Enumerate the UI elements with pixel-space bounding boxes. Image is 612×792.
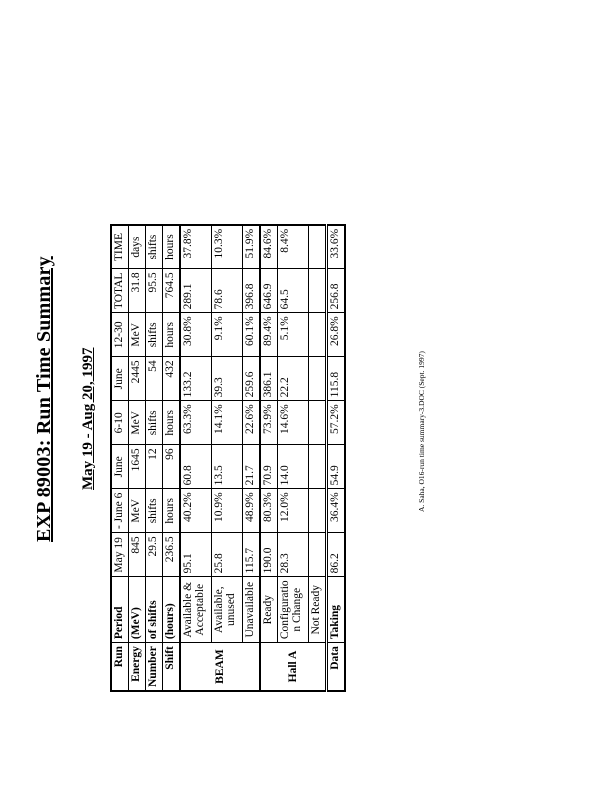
available-unused-row xyxy=(212,225,243,691)
header-cell: 12-30 xyxy=(111,313,129,357)
value-cell: 95.1 xyxy=(180,533,212,577)
value-cell: 54.9 xyxy=(327,445,346,489)
date-range-subtitle: May 19 - Aug 20, 1997 xyxy=(80,347,96,490)
data-taking-label-left: Data xyxy=(327,643,346,691)
header-cell: MeV xyxy=(129,313,146,357)
configuration-change-row xyxy=(278,225,309,691)
value-cell xyxy=(309,357,327,401)
value-cell: 14.1% xyxy=(212,401,243,445)
value-cell: 39.3 xyxy=(212,357,243,401)
header-cell: 95.5 xyxy=(146,269,163,313)
unavailable-row xyxy=(243,225,261,691)
header-cell: 31.8 xyxy=(129,269,146,313)
value-cell: 64.5 xyxy=(278,269,309,313)
value-cell: 21.7 xyxy=(243,445,261,489)
header-cell: 845 xyxy=(129,533,146,577)
value-cell: 14.0 xyxy=(278,445,309,489)
value-cell: 37.8% xyxy=(180,225,212,269)
value-cell: 256.8 xyxy=(327,269,346,313)
value-cell xyxy=(309,269,327,313)
header-cell: hours xyxy=(163,489,181,533)
value-cell: 115.7 xyxy=(243,533,261,577)
row-label: Run xyxy=(111,643,129,691)
header-cell: 236.5 xyxy=(163,533,181,577)
value-cell xyxy=(309,489,327,533)
run-period-row xyxy=(111,225,129,691)
data-taking-row xyxy=(327,225,346,691)
value-cell: 57.2% xyxy=(327,401,346,445)
available-acceptable-row xyxy=(180,225,212,691)
row-label: (MeV) xyxy=(129,577,146,643)
row-label: Ready xyxy=(260,577,278,643)
run-time-summary-table xyxy=(110,224,346,692)
header-cell: 12 xyxy=(146,445,163,489)
header-cell: 29.5 xyxy=(146,533,163,577)
header-cell: 2445 xyxy=(129,357,146,401)
row-label: Available, unused xyxy=(212,577,243,643)
value-cell: 84.6% xyxy=(260,225,278,269)
row-label: (hours) xyxy=(163,577,181,643)
value-cell xyxy=(309,225,327,269)
value-cell: 86.2 xyxy=(327,533,346,577)
value-cell xyxy=(309,533,327,577)
value-cell: 396.8 xyxy=(243,269,261,313)
value-cell: 63.3% xyxy=(180,401,212,445)
header-cell: shifts xyxy=(146,401,163,445)
hours-row xyxy=(163,225,181,691)
header-cell: 96 xyxy=(163,445,181,489)
row-label: Not Ready xyxy=(309,577,327,643)
value-cell: 10.3% xyxy=(212,225,243,269)
header-cell: 1645 xyxy=(129,445,146,489)
header-cell: shifts xyxy=(146,489,163,533)
header-cell: TOTAL xyxy=(111,269,129,313)
header-cell: MeV xyxy=(129,489,146,533)
header-cell: hours xyxy=(163,401,181,445)
value-cell: 8.4% xyxy=(278,225,309,269)
row-label: Unavailable xyxy=(243,577,261,643)
row-label: Number xyxy=(146,643,163,691)
value-cell: 40.2% xyxy=(180,489,212,533)
value-cell: 73.9% xyxy=(260,401,278,445)
ready-row xyxy=(260,225,278,691)
value-cell: 26.8% xyxy=(327,313,346,357)
not-ready-row xyxy=(309,225,327,691)
value-cell: 10.9% xyxy=(212,489,243,533)
value-cell: 259.6 xyxy=(243,357,261,401)
header-cell: 764.5 xyxy=(163,269,181,313)
value-cell xyxy=(309,445,327,489)
value-cell: 133.2 xyxy=(180,357,212,401)
header-cell: hours xyxy=(163,313,181,357)
value-cell: 386.1 xyxy=(260,357,278,401)
value-cell: 14.6% xyxy=(278,401,309,445)
beam-group-label: BEAM xyxy=(180,643,260,691)
header-cell: days xyxy=(129,225,146,269)
value-cell: 60.8 xyxy=(180,445,212,489)
value-cell: 22.6% xyxy=(243,401,261,445)
value-cell: 646.9 xyxy=(260,269,278,313)
value-cell: 33.6% xyxy=(327,225,346,269)
header-cell: shifts xyxy=(146,225,163,269)
value-cell: 28.3 xyxy=(278,533,309,577)
header-cell: June xyxy=(111,357,129,401)
value-cell: 115.8 xyxy=(327,357,346,401)
value-cell xyxy=(309,313,327,357)
header-cell: 54 xyxy=(146,357,163,401)
header-cell: June xyxy=(111,445,129,489)
value-cell: 13.5 xyxy=(212,445,243,489)
row-label: Configuratio n Change xyxy=(278,577,309,643)
header-cell: 6-10 xyxy=(111,401,129,445)
row-label: Available & Acceptable xyxy=(180,577,212,643)
document-footer: A. Saha, O16-run time summary-3.DOC (Sept. 1997) xyxy=(417,351,426,512)
energy-row xyxy=(129,225,146,691)
row-label: Shift xyxy=(163,643,181,691)
header-cell: hours xyxy=(163,225,181,269)
value-cell: 51.9% xyxy=(243,225,261,269)
value-cell: 190.0 xyxy=(260,533,278,577)
value-cell: 12.0% xyxy=(278,489,309,533)
value-cell: 36.4% xyxy=(327,489,346,533)
header-cell: TIME xyxy=(111,225,129,269)
value-cell: 60.1% xyxy=(243,313,261,357)
value-cell: 89.4% xyxy=(260,313,278,357)
value-cell: 25.8 xyxy=(212,533,243,577)
value-cell: 78.6 xyxy=(212,269,243,313)
shifts-row xyxy=(146,225,163,691)
row-label: Taking xyxy=(327,577,346,643)
value-cell: 30.8% xyxy=(180,313,212,357)
value-cell: 70.9 xyxy=(260,445,278,489)
header-cell: 432 xyxy=(163,357,181,401)
document-title: EXP 89003: Run Time Summary xyxy=(33,256,55,542)
header-cell: shifts xyxy=(146,313,163,357)
value-cell: 9.1% xyxy=(212,313,243,357)
value-cell xyxy=(309,401,327,445)
row-label: Energy xyxy=(129,643,146,691)
header-cell: MeV xyxy=(129,401,146,445)
value-cell: 80.3% xyxy=(260,489,278,533)
value-cell: 22.2 xyxy=(278,357,309,401)
row-label: of shifts xyxy=(146,577,163,643)
value-cell: 5.1% xyxy=(278,313,309,357)
header-cell: - June 6 xyxy=(111,489,129,533)
row-label: Period xyxy=(111,577,129,643)
hall-a-group-label: Hall A xyxy=(260,643,327,691)
value-cell: 289.1 xyxy=(180,269,212,313)
header-cell: May 19 xyxy=(111,533,129,577)
value-cell: 48.9% xyxy=(243,489,261,533)
